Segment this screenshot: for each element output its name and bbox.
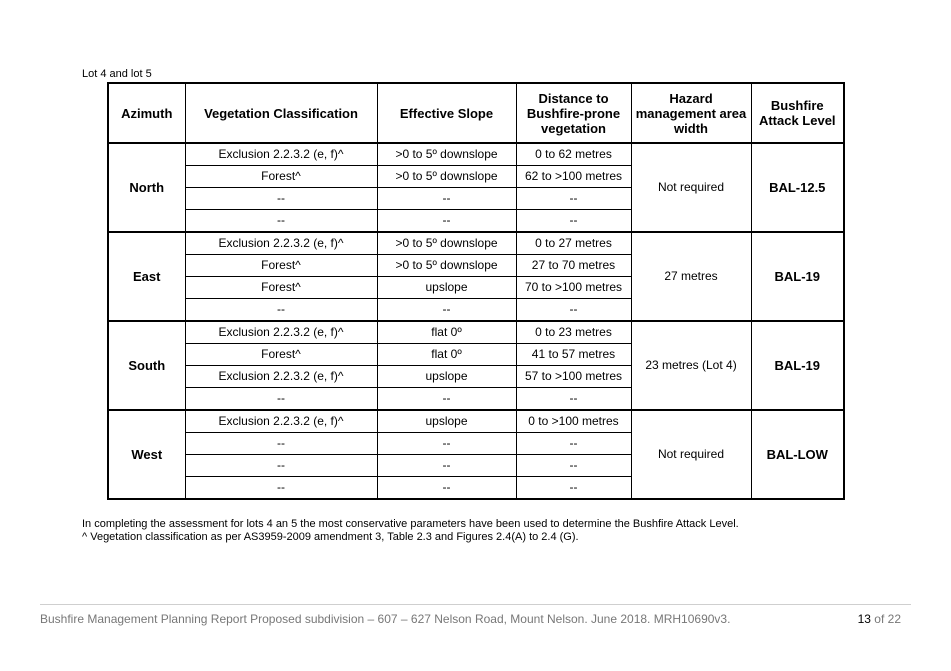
vegetation-cell: Exclusion 2.2.3.2 (e, f)^ bbox=[185, 321, 377, 344]
slope-cell: >0 to 5º downslope bbox=[377, 255, 516, 277]
distance-cell: -- bbox=[516, 188, 631, 210]
bal-cell: BAL-19 bbox=[751, 232, 844, 321]
vegetation-cell: Exclusion 2.2.3.2 (e, f)^ bbox=[185, 410, 377, 433]
hazard-cell: 27 metres bbox=[631, 232, 751, 321]
report-footer: Bushfire Management Planning Report Proposed subdivision – 607 – 627 Nelson Road, Mount Nelson. June 2018. MRH10690v3. bbox=[40, 612, 731, 626]
vegetation-cell: -- bbox=[185, 188, 377, 210]
slope-cell: >0 to 5º downslope bbox=[377, 232, 516, 255]
table-row bbox=[108, 232, 844, 255]
distance-cell: -- bbox=[516, 299, 631, 322]
distance-cell: 57 to >100 metres bbox=[516, 366, 631, 388]
distance-cell: 0 to 23 metres bbox=[516, 321, 631, 344]
vegetation-cell: Exclusion 2.2.3.2 (e, f)^ bbox=[185, 143, 377, 166]
assessment-note: In completing the assessment for lots 4 an 5 the most conservative parameters have been used to determine the Bushfire Attack Level. bbox=[82, 518, 739, 530]
vegetation-cell: -- bbox=[185, 299, 377, 322]
slope-cell: upslope bbox=[377, 410, 516, 433]
slope-cell: -- bbox=[377, 455, 516, 477]
bal-cell: BAL-12.5 bbox=[751, 143, 844, 232]
distance-cell: 0 to 62 metres bbox=[516, 143, 631, 166]
vegetation-cell: Exclusion 2.2.3.2 (e, f)^ bbox=[185, 232, 377, 255]
page-total: of 22 bbox=[874, 612, 901, 626]
slope-cell: -- bbox=[377, 299, 516, 322]
header-azimuth: Azimuth bbox=[108, 83, 185, 143]
vegetation-cell: Forest^ bbox=[185, 344, 377, 366]
page-current: 13 bbox=[857, 612, 871, 626]
header-slope: Effective Slope bbox=[377, 83, 516, 143]
distance-cell: -- bbox=[516, 477, 631, 500]
footer-divider bbox=[40, 604, 911, 605]
bal-cell: BAL-LOW bbox=[751, 410, 844, 499]
vegetation-cell: Forest^ bbox=[185, 166, 377, 188]
slope-cell: -- bbox=[377, 210, 516, 233]
slope-cell: -- bbox=[377, 388, 516, 411]
distance-cell: 0 to 27 metres bbox=[516, 232, 631, 255]
vegetation-cell: Forest^ bbox=[185, 255, 377, 277]
table-notes bbox=[82, 518, 739, 544]
vegetation-cell: Exclusion 2.2.3.2 (e, f)^ bbox=[185, 366, 377, 388]
header-vegetation: Vegetation Classification bbox=[185, 83, 377, 143]
slope-cell: flat 0º bbox=[377, 321, 516, 344]
distance-cell: -- bbox=[516, 210, 631, 233]
header-hazard: Hazard management area width bbox=[631, 83, 751, 143]
hazard-cell: Not required bbox=[631, 143, 751, 232]
bal-cell: BAL-19 bbox=[751, 321, 844, 410]
table-row bbox=[108, 410, 844, 433]
azimuth-cell: East bbox=[108, 232, 185, 321]
distance-cell: 70 to >100 metres bbox=[516, 277, 631, 299]
distance-cell: -- bbox=[516, 433, 631, 455]
hazard-cell: 23 metres (Lot 4) bbox=[631, 321, 751, 410]
slope-cell: >0 to 5º downslope bbox=[377, 143, 516, 166]
page-number bbox=[858, 612, 901, 626]
slope-cell: upslope bbox=[377, 366, 516, 388]
table-row bbox=[108, 143, 844, 166]
vegetation-cell: Forest^ bbox=[185, 277, 377, 299]
distance-cell: -- bbox=[516, 455, 631, 477]
header-bal: Bushfire Attack Level bbox=[751, 83, 844, 143]
header-distance: Distance to Bushfire-prone vegetation bbox=[516, 83, 631, 143]
vegetation-cell: -- bbox=[185, 477, 377, 500]
slope-cell: upslope bbox=[377, 277, 516, 299]
distance-cell: 41 to 57 metres bbox=[516, 344, 631, 366]
azimuth-cell: South bbox=[108, 321, 185, 410]
distance-cell: -- bbox=[516, 388, 631, 411]
vegetation-cell: -- bbox=[185, 388, 377, 411]
hazard-cell: Not required bbox=[631, 410, 751, 499]
slope-cell: >0 to 5º downslope bbox=[377, 166, 516, 188]
slope-cell: -- bbox=[377, 188, 516, 210]
slope-cell: flat 0º bbox=[377, 344, 516, 366]
table-row bbox=[108, 321, 844, 344]
vegetation-cell: -- bbox=[185, 210, 377, 233]
slope-cell: -- bbox=[377, 477, 516, 500]
azimuth-cell: North bbox=[108, 143, 185, 232]
azimuth-cell: West bbox=[108, 410, 185, 499]
slope-cell: -- bbox=[377, 433, 516, 455]
bal-assessment-table bbox=[107, 82, 845, 500]
vegetation-cell: -- bbox=[185, 455, 377, 477]
distance-cell: 62 to >100 metres bbox=[516, 166, 631, 188]
distance-cell: 0 to >100 metres bbox=[516, 410, 631, 433]
vegetation-cell: -- bbox=[185, 433, 377, 455]
vegetation-footnote: ^ Vegetation classification as per AS3959-2009 amendment 3, Table 2.3 and Figures 2.4(A) to 2.4 (G). bbox=[82, 531, 579, 543]
table-caption: Lot 4 and lot 5 bbox=[82, 68, 152, 80]
table-header-row bbox=[108, 83, 844, 143]
distance-cell: 27 to 70 metres bbox=[516, 255, 631, 277]
